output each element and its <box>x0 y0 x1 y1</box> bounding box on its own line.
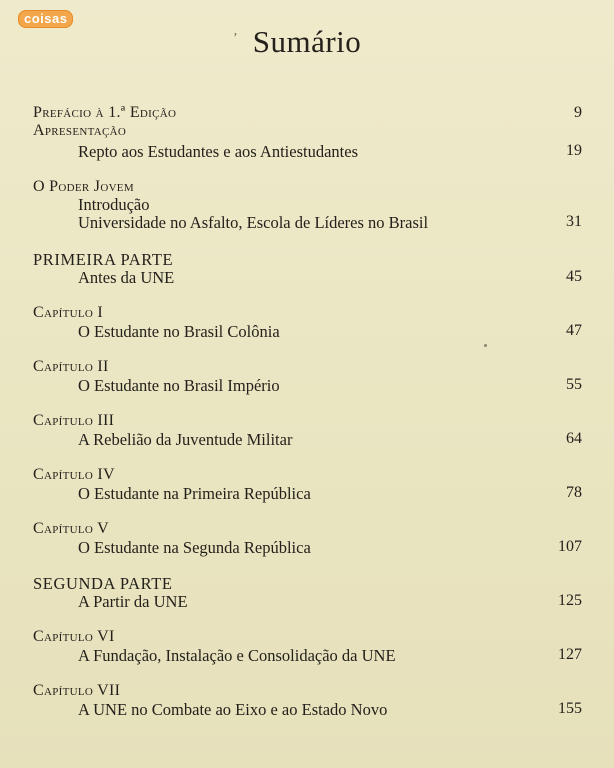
toc-entry-title: Universidade no Asfalto, Escola de Líderes no Brasil <box>78 213 429 232</box>
toc-line <box>0 213 614 235</box>
toc-line <box>0 376 614 398</box>
toc-page-number: 55 <box>566 376 582 393</box>
toc-entry-title: O Estudante no Brasil Colônia <box>78 322 280 341</box>
toc-line <box>0 142 614 164</box>
toc-section-heading: Apresentação <box>33 122 127 139</box>
toc-section-heading: Prefácio à 1.ª Edição <box>33 104 177 121</box>
toc-section-heading: Capítulo IV <box>33 466 115 483</box>
toc-entry-title: A UNE no Combate ao Eixo e ao Estado Novo <box>78 700 388 719</box>
toc-entry-title: O Estudante no Brasil Império <box>78 376 280 395</box>
toc-entry-title: A Fundação, Instalação e Consolidação da UNE <box>78 646 396 665</box>
toc-line <box>0 268 614 290</box>
toc-page-number: 107 <box>558 538 582 555</box>
toc-line <box>0 484 614 506</box>
toc-section-heading: Capítulo II <box>33 358 109 375</box>
toc-entry-title: Introdução <box>78 195 150 214</box>
toc-line <box>0 700 614 722</box>
toc-page-number: 78 <box>566 484 582 501</box>
toc-entry-title: O Estudante na Segunda República <box>78 538 311 557</box>
toc-page-number: 47 <box>566 322 582 339</box>
paper-speck <box>484 344 487 347</box>
ink-mark: ’ <box>233 31 238 46</box>
toc-page-number: 64 <box>566 430 582 447</box>
watermark-badge: coisas <box>18 10 73 28</box>
toc-page-number: 19 <box>566 142 582 159</box>
toc-page-number: 9 <box>574 104 582 121</box>
toc-entry-title: O Estudante na Primeira República <box>78 484 311 503</box>
toc-section-heading: Capítulo V <box>33 520 109 537</box>
toc-line <box>0 646 614 668</box>
toc-part-heading: SEGUNDA PARTE <box>33 574 173 593</box>
toc-page-number: 31 <box>566 213 582 230</box>
toc-line <box>0 592 614 614</box>
toc-section-heading: Capítulo III <box>33 412 115 429</box>
toc-line <box>0 430 614 452</box>
toc-entry-title: A Rebelião da Juventude Militar <box>78 430 293 449</box>
toc-line <box>0 322 614 344</box>
toc-page-number: 127 <box>558 646 582 663</box>
toc-section-heading: Capítulo VII <box>33 682 121 699</box>
page-title: Sumário <box>252 24 362 59</box>
toc-page-number: 45 <box>566 268 582 285</box>
toc-section-heading: Capítulo VI <box>33 628 115 645</box>
toc-page-number: 125 <box>558 592 582 609</box>
toc-part-heading: PRIMEIRA PARTE <box>33 250 174 269</box>
toc-line <box>0 538 614 560</box>
toc-entry-title: Antes da UNE <box>78 268 175 287</box>
toc-line <box>0 122 614 144</box>
toc-entry-title: Repto aos Estudantes e aos Antiestudantes <box>78 142 358 161</box>
toc-page-number: 155 <box>558 700 582 717</box>
toc-section-heading: O Poder Jovem <box>33 178 134 195</box>
toc-entry-title: A Partir da UNE <box>78 592 188 611</box>
toc-section-heading: Capítulo I <box>33 304 104 321</box>
